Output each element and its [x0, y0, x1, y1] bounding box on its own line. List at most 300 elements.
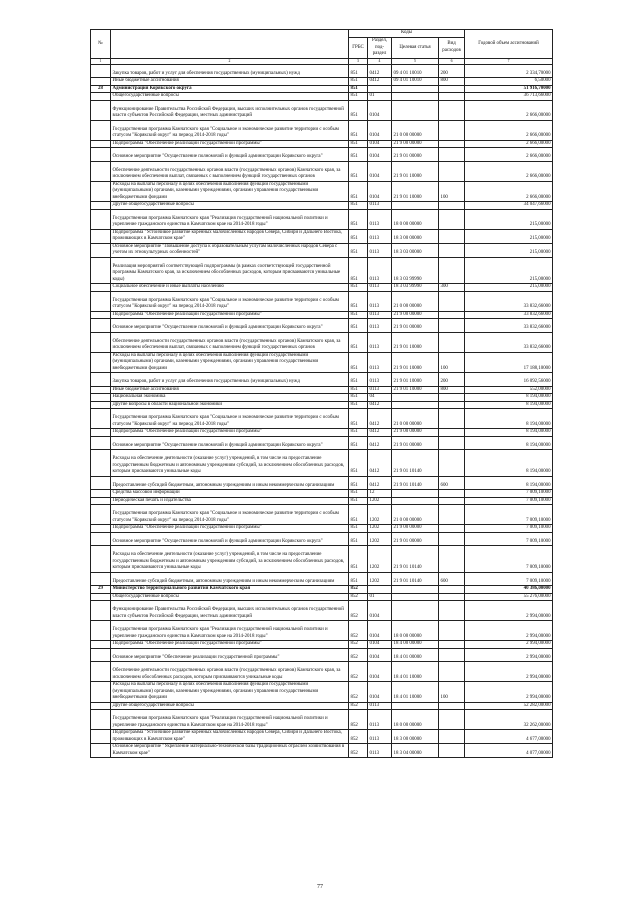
row-target: 09 4 01 10010: [392, 78, 439, 86]
row-section: 0113: [368, 319, 392, 333]
row-section: 04: [368, 394, 392, 402]
row-section: 0113: [368, 311, 392, 319]
header-section: Раздел, под-раздел: [368, 38, 392, 59]
row-name: Реализация мероприятий соответствующей подпрограммы (в рамках соответствующей государственной программы Камчатского края, за исключением обособленных расходов, которым присваиваются уникальные коды): [111, 257, 349, 284]
row-number: [91, 525, 111, 533]
row-vid: 100: [439, 682, 465, 703]
row-target: 21 9 00 00000: [392, 140, 439, 148]
row-section: 0104: [368, 140, 392, 148]
row-target: [392, 401, 439, 409]
row-target: 21 9 01 10140: [392, 572, 439, 586]
row-vid: [439, 100, 465, 120]
colnum: 3: [349, 58, 368, 64]
table-row: [91, 601, 553, 621]
row-target: [392, 593, 439, 601]
row-target: 21 9 01 00000: [392, 319, 439, 333]
row-amount: 215,00000: [465, 229, 553, 243]
row-target: [392, 586, 439, 594]
row-name: Расходы на выплаты персоналу в целях обеспечения выполнения функций государственными (муниципальными) органами, казенными учреждениями, органами управления государственными внебюджетными фондами: [111, 682, 349, 703]
row-name: Основное мероприятие "Осуществление полномочий и функций администрации Корякского округа": [111, 532, 349, 546]
row-amount: 33 832,66000: [465, 332, 553, 352]
row-target: [392, 100, 439, 120]
row-section: 0104: [368, 100, 392, 120]
row-amount: 2 666,00000: [465, 100, 553, 120]
row-name: Другие общегосударственные вопросы: [111, 202, 349, 210]
row-target: 21 0 00 00000: [392, 291, 439, 311]
row-vid: [439, 291, 465, 311]
row-number: [91, 161, 111, 181]
row-vid: [439, 505, 465, 525]
row-vid: [439, 497, 465, 505]
table-row: [91, 490, 553, 498]
row-number: [91, 209, 111, 229]
row-amount: 17 188,10000: [465, 352, 553, 373]
row-amount: 552,00000: [465, 386, 553, 394]
table-row: [91, 546, 553, 573]
row-grbs: 851: [349, 332, 368, 352]
row-section: 0412: [368, 429, 392, 437]
table-row: [91, 202, 553, 210]
table-row: [91, 100, 553, 120]
row-name: Периодическая печать и издательства: [111, 497, 349, 505]
row-name: Расходы на выплаты персоналу в целях обеспечения выполнения функций государственными (муниципальными) органами, казенными учреждениями, органами управления государственными внебюджетными фондами: [111, 181, 349, 202]
row-grbs: 851: [349, 572, 368, 586]
row-grbs: 852: [349, 621, 368, 641]
row-vid: [439, 744, 465, 758]
row-grbs: 851: [349, 181, 368, 202]
row-target: 18 4 00 00000: [392, 641, 439, 649]
table-row: [91, 450, 553, 477]
row-target: 21 9 01 10140: [392, 476, 439, 490]
row-section: 0412: [368, 436, 392, 450]
row-section: 0113: [368, 373, 392, 387]
colnum: 1: [91, 58, 111, 64]
table-row: [91, 621, 553, 641]
colnum: 4: [368, 58, 392, 64]
row-amount: 2 666,00000: [465, 161, 553, 181]
table-row: [91, 730, 553, 744]
row-target: 21 9 01 00000: [392, 148, 439, 162]
row-grbs: 851: [349, 291, 368, 311]
row-amount: 8 194,00000: [465, 401, 553, 409]
row-number: 29: [91, 586, 111, 594]
row-amount: 32 262,00000: [465, 710, 553, 730]
row-vid: [439, 161, 465, 181]
row-section: 0113: [368, 332, 392, 352]
row-number: [91, 476, 111, 490]
table-row: [91, 702, 553, 710]
row-name: Подпрограмма "Обеспечение реализации государственной программы": [111, 429, 349, 437]
table-row: [91, 148, 553, 162]
row-grbs: 851: [349, 100, 368, 120]
row-section: 0113: [368, 702, 392, 710]
colnum: 5: [392, 58, 439, 64]
row-number: [91, 181, 111, 202]
row-target: 18 4 01 10000: [392, 682, 439, 703]
row-grbs: 851: [349, 243, 368, 257]
row-grbs: 851: [349, 319, 368, 333]
row-name: Государственная программа Камчатского края "Социальное и экономическое развитие территории с особым статусом "Корякский округ" на период 2014-2018 годы": [111, 291, 349, 311]
colnum: 7: [465, 58, 553, 64]
row-amount: 2 666,00000: [465, 140, 553, 148]
table-header: [91, 30, 553, 65]
row-vid: [439, 429, 465, 437]
row-target: 21 9 01 10000: [392, 373, 439, 387]
row-amount: 2 994,00000: [465, 641, 553, 649]
table-row: [91, 332, 553, 352]
row-grbs: 851: [349, 352, 368, 373]
row-number: [91, 352, 111, 373]
row-target: [392, 394, 439, 402]
header-num: №: [91, 30, 111, 59]
row-amount: 215,00000: [465, 257, 553, 284]
row-target: 21 9 01 10000: [392, 386, 439, 394]
row-grbs: 851: [349, 401, 368, 409]
row-name: Предоставление субсидий бюджетным, автономным учреждениям и иным некоммерческим организациям: [111, 572, 349, 586]
table-row: [91, 744, 553, 758]
row-number: [91, 401, 111, 409]
row-target: 18 0 00 00000: [392, 710, 439, 730]
row-amount: 33 832,66000: [465, 311, 553, 319]
row-name: Средства массовой информации: [111, 490, 349, 498]
row-target: [392, 702, 439, 710]
row-vid: 300: [439, 284, 465, 292]
row-grbs: 852: [349, 702, 368, 710]
row-section: 0104: [368, 601, 392, 621]
row-number: [91, 291, 111, 311]
row-amount: 16 092,56000: [465, 373, 553, 387]
table-row: [91, 525, 553, 533]
row-target: 21 9 00 00000: [392, 429, 439, 437]
row-number: [91, 120, 111, 140]
row-vid: 100: [439, 181, 465, 202]
row-amount: 2 994,00000: [465, 648, 553, 662]
row-name: Основное мероприятие "Укрепление материально-технической базы традиционных отраслей хозяйствования в Камчатском крае": [111, 744, 349, 758]
row-name: Администрация Корякского округа: [111, 85, 349, 93]
table-row: [91, 352, 553, 373]
row-vid: [439, 648, 465, 662]
row-grbs: 852: [349, 601, 368, 621]
table-row: [91, 401, 553, 409]
table-row: [91, 64, 553, 78]
row-name: Государственная программа Камчатского края "Реализация государственной национальной политики и укрепление гражданского единства в Камчатском крае на 2014-2018 годы": [111, 710, 349, 730]
row-grbs: 851: [349, 532, 368, 546]
row-target: 21 9 01 10140: [392, 546, 439, 573]
row-section: 0113: [368, 730, 392, 744]
row-name: Функционирование Правительства Российской Федерации, высших исполнительных органов государственной власти субъектов Российской Федерации, местных администраций: [111, 601, 349, 621]
row-target: 21 9 01 10000: [392, 332, 439, 352]
row-section: 0104: [368, 648, 392, 662]
row-amount: 7 009,10000: [465, 532, 553, 546]
row-section: 0412: [368, 78, 392, 86]
row-section: 0104: [368, 682, 392, 703]
row-number: [91, 450, 111, 477]
header-name: [111, 30, 349, 59]
row-grbs: 851: [349, 311, 368, 319]
row-vid: [439, 311, 465, 319]
table-row: [91, 120, 553, 140]
page-number: 77: [317, 884, 323, 890]
row-name: Государственная программа Камчатского края "Реализация государственной национальной политики и укрепление гражданского единства в Камчатском крае на 2014-2018 годы": [111, 621, 349, 641]
row-amount: 8 194,00000: [465, 429, 553, 437]
row-vid: [439, 621, 465, 641]
row-grbs: 851: [349, 476, 368, 490]
row-target: 18 4 01 00000: [392, 648, 439, 662]
row-number: [91, 257, 111, 284]
row-name: Расходы на обеспечение деятельности (оказание услуг) учреждений, в том числе на предоставление государственным бюджетным и автономным учреждениям субсидий, за исключением обособленных расходов, которым присваиваются уникальные коды: [111, 450, 349, 477]
row-vid: [439, 148, 465, 162]
row-number: [91, 311, 111, 319]
row-grbs: 852: [349, 641, 368, 649]
row-number: [91, 243, 111, 257]
row-section: 1202: [368, 505, 392, 525]
row-vid: [439, 401, 465, 409]
table-row: [91, 291, 553, 311]
row-target: 18 3 00 00000: [392, 730, 439, 744]
row-target: 18 3 03 00000: [392, 243, 439, 257]
row-grbs: 851: [349, 490, 368, 498]
row-amount: 4 677,00000: [465, 730, 553, 744]
row-target: 21 9 00 00000: [392, 525, 439, 533]
row-name: Другие общегосударственные вопросы: [111, 702, 349, 710]
row-name: Функционирование Правительства Российской Федерации, высших исполнительных органов государственной власти субъектов Российской Федерации, местных администраций: [111, 100, 349, 120]
row-grbs: 851: [349, 64, 368, 78]
row-target: 21 0 00 00000: [392, 409, 439, 429]
row-grbs: 851: [349, 394, 368, 402]
row-amount: 36 713,66000: [465, 93, 553, 101]
row-grbs: 852: [349, 744, 368, 758]
row-vid: 200: [439, 64, 465, 78]
table-row: [91, 572, 553, 586]
row-vid: [439, 662, 465, 682]
row-amount: 215,00000: [465, 284, 553, 292]
row-vid: [439, 229, 465, 243]
row-target: [392, 601, 439, 621]
header-codes: Коды: [349, 30, 465, 38]
table-row: [91, 710, 553, 730]
row-target: 21 9 00 00000: [392, 311, 439, 319]
row-vid: 100: [439, 352, 465, 373]
row-vid: [439, 409, 465, 429]
row-number: [91, 641, 111, 649]
row-amount: 7 009,10000: [465, 505, 553, 525]
row-vid: [439, 202, 465, 210]
row-number: [91, 490, 111, 498]
row-name: Основное мероприятие "Осуществление полномочий и функций администрации Корякского округа": [111, 319, 349, 333]
row-section: 1202: [368, 572, 392, 586]
row-number: [91, 409, 111, 429]
row-amount: 7 009,10000: [465, 497, 553, 505]
row-vid: [439, 532, 465, 546]
row-target: [392, 490, 439, 498]
row-name: Государственная программа Камчатского края "Социальное и экономическое развитие территории с особым статусом "Корякский округ" на период 2014-2018 годы": [111, 409, 349, 429]
row-number: [91, 682, 111, 703]
row-grbs: 851: [349, 161, 368, 181]
row-grbs: 851: [349, 450, 368, 477]
table-row: [91, 161, 553, 181]
row-amount: 2 334,70000: [465, 64, 553, 78]
row-vid: 200: [439, 373, 465, 387]
table-row: [91, 394, 553, 402]
row-section: 0104: [368, 662, 392, 682]
row-grbs: 851: [349, 386, 368, 394]
table-row: [91, 243, 553, 257]
row-name: Государственная программа Камчатского края "Реализация государственной национальной политики и укрепление гражданского единства в Камчатском крае на 2014-2018 годы": [111, 209, 349, 229]
row-section: 1202: [368, 525, 392, 533]
row-target: 21 9 01 10140: [392, 450, 439, 477]
row-name: Подпрограмма "Обеспечение реализации государственной программы": [111, 140, 349, 148]
row-target: 21 9 01 00000: [392, 532, 439, 546]
row-amount: 52 282,00000: [465, 702, 553, 710]
row-vid: [439, 525, 465, 533]
row-target: 21 9 01 10000: [392, 181, 439, 202]
row-number: [91, 229, 111, 243]
row-name: Иные бюджетные ассигнования: [111, 78, 349, 86]
table-row: [91, 662, 553, 682]
row-target: 18 3 03 99990: [392, 284, 439, 292]
row-section: 0412: [368, 450, 392, 477]
row-target: 18 0 00 00000: [392, 621, 439, 641]
row-vid: [439, 257, 465, 284]
row-name: Другие вопросы в области национальной экономики: [111, 401, 349, 409]
table-row: [91, 593, 553, 601]
table-row: [91, 505, 553, 525]
row-name: Обеспечение деятельности государственных органов власти (государственных органов) Камчатского края, за исключением обеспечения выплат, связанных с выполнением функций государственных органов: [111, 161, 349, 181]
row-section: 0104: [368, 148, 392, 162]
row-name: Основное мероприятие "Повышение доступа к образовательным услугам малочисленных народов Севера с учетом их этнокультурных особенностей": [111, 243, 349, 257]
row-number: [91, 702, 111, 710]
table-row: [91, 140, 553, 148]
row-target: 21 0 00 00000: [392, 120, 439, 140]
row-number: [91, 100, 111, 120]
row-grbs: 851: [349, 85, 368, 93]
row-grbs: 851: [349, 429, 368, 437]
row-section: 0113: [368, 352, 392, 373]
row-number: [91, 429, 111, 437]
colnum: 2: [111, 58, 349, 64]
row-section: 0104: [368, 621, 392, 641]
row-name: Министерство территориального развития Камчатского края: [111, 586, 349, 594]
row-target: 18 4 01 10000: [392, 662, 439, 682]
row-number: [91, 505, 111, 525]
table-row: [91, 311, 553, 319]
table-row: [91, 93, 553, 101]
row-target: 21 9 01 00000: [392, 436, 439, 450]
row-name: Обеспечение деятельности государственных органов власти (государственных органов) Камчатского края, за исключением обеспечения выплат, связанных с выполнением функций государственных органов: [111, 332, 349, 352]
row-number: [91, 546, 111, 573]
row-name: Общегосударственные вопросы: [111, 93, 349, 101]
table-row: [91, 532, 553, 546]
row-target: [392, 85, 439, 93]
row-number: [91, 436, 111, 450]
row-section: 0113: [368, 386, 392, 394]
row-amount: 33 832,66000: [465, 319, 553, 333]
row-target: 09 4 01 10010: [392, 64, 439, 78]
row-section: 1202: [368, 532, 392, 546]
row-section: 0113: [368, 243, 392, 257]
row-name: Подпрограмма "Устойчивое развитие коренных малочисленных народов Севера, Сибири и Дальнего Востока, проживающих в Камчатском крае": [111, 229, 349, 243]
row-target: 21 0 00 00000: [392, 505, 439, 525]
row-amount: 55 276,00000: [465, 593, 553, 601]
row-number: [91, 572, 111, 586]
row-vid: [439, 436, 465, 450]
row-grbs: 852: [349, 648, 368, 662]
row-grbs: 851: [349, 120, 368, 140]
row-amount: 8 194,00000: [465, 409, 553, 429]
row-name: Закупка товаров, работ и услуг для обеспечения государственных (муниципальных) нужд: [111, 64, 349, 78]
row-vid: [439, 243, 465, 257]
table-body: [91, 64, 553, 758]
row-grbs: 851: [349, 436, 368, 450]
row-vid: [439, 332, 465, 352]
table-row: [91, 497, 553, 505]
row-grbs: 851: [349, 78, 368, 86]
row-vid: [439, 641, 465, 649]
row-vid: 800: [439, 78, 465, 86]
row-vid: 800: [439, 386, 465, 394]
row-target: 18 3 04 00000: [392, 744, 439, 758]
row-section: 0412: [368, 64, 392, 78]
row-vid: 600: [439, 476, 465, 490]
row-name: Социальное обеспечение и иные выплаты населению: [111, 284, 349, 292]
row-number: [91, 284, 111, 292]
row-amount: 7 009,10000: [465, 525, 553, 533]
row-vid: [439, 450, 465, 477]
row-section: [368, 85, 392, 93]
table-row: [91, 409, 553, 429]
row-name: Основное мероприятие "Обеспечение реализации государственной программы": [111, 648, 349, 662]
table-row: [91, 319, 553, 333]
row-number: [91, 78, 111, 86]
row-grbs: 852: [349, 593, 368, 601]
row-name: Расходы на обеспечение деятельности (оказание услуг) учреждений, в том числе на предоставление государственным бюджетным и автономным учреждениям субсидий, за исключением обособленных расходов, которым присваиваются уникальные коды: [111, 546, 349, 573]
row-name: Общегосударственные вопросы: [111, 593, 349, 601]
row-amount: 2 994,00000: [465, 621, 553, 641]
table-row: [91, 436, 553, 450]
header-vid: Вид расходов: [439, 38, 465, 59]
row-name: Подпрограмма "Обеспечение реализации государственной программы": [111, 525, 349, 533]
row-grbs: 851: [349, 505, 368, 525]
row-amount: 7 009,10000: [465, 572, 553, 586]
row-number: [91, 394, 111, 402]
row-target: 18 3 03 99990: [392, 257, 439, 284]
row-section: 0113: [368, 257, 392, 284]
row-section: 0113: [368, 710, 392, 730]
row-grbs: 851: [349, 202, 368, 210]
row-section: [368, 586, 392, 594]
row-vid: [439, 140, 465, 148]
row-name: Основное мероприятие "Осуществление полномочий и функций администрации Корякского округа": [111, 148, 349, 162]
table-row: [91, 429, 553, 437]
row-section: 1202: [368, 497, 392, 505]
row-amount: 2 666,00000: [465, 181, 553, 202]
row-number: 28: [91, 85, 111, 93]
row-vid: [439, 593, 465, 601]
row-target: [392, 497, 439, 505]
row-section: 0104: [368, 641, 392, 649]
row-grbs: 851: [349, 497, 368, 505]
row-amount: 8 194,00000: [465, 436, 553, 450]
row-amount: 2 666,00000: [465, 120, 553, 140]
row-target: 21 9 01 10000: [392, 161, 439, 181]
row-section: 0113: [368, 202, 392, 210]
row-section: 0412: [368, 401, 392, 409]
row-number: [91, 601, 111, 621]
table-row: [91, 209, 553, 229]
table-row: [91, 229, 553, 243]
row-vid: [439, 85, 465, 93]
row-section: 0113: [368, 209, 392, 229]
